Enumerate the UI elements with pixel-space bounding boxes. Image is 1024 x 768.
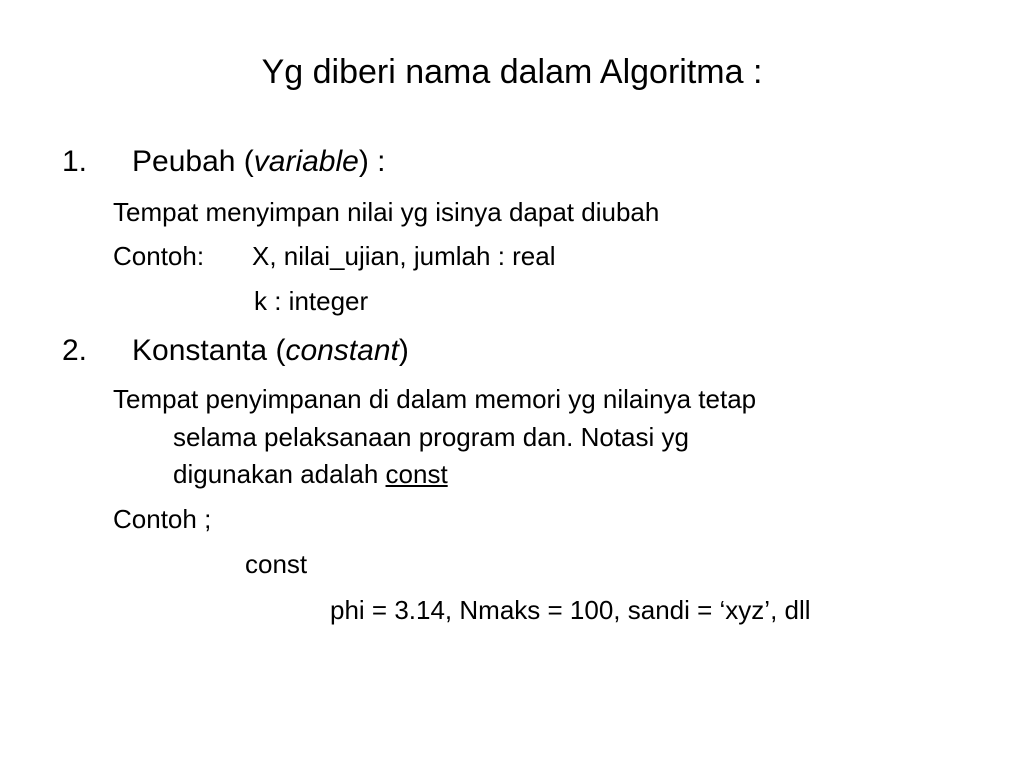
item2-description-line1: Tempat penyimpanan di dalam memori yg nilainya tetap	[113, 384, 757, 414]
item2-heading-italic: constant	[285, 334, 399, 367]
item1-heading-post: ) :	[358, 145, 386, 178]
item1-heading-italic: variable	[253, 145, 359, 178]
item1-number: 1.	[62, 145, 88, 178]
item2-code-line: phi = 3.14, Nmaks = 100, sandi = ‘xyz’, dll	[330, 595, 811, 625]
item1-example-label: Contoh:	[113, 241, 205, 271]
item2-description-line3-text: digunakan adalah	[173, 459, 386, 489]
item1-heading	[132, 144, 386, 180]
item2-heading-post: )	[398, 334, 409, 367]
item1-example-line1: X, nilai_ujian, jumlah : real	[252, 241, 556, 271]
item2-description-line2: selama pelaksanaan program dan. Notasi yg	[173, 422, 689, 452]
const-keyword-underlined: const	[385, 459, 448, 489]
item2-number: 2.	[62, 334, 88, 367]
item2-code-keyword: const	[245, 549, 308, 579]
item2-example-label: Contoh ;	[113, 504, 212, 534]
item1-heading-pre: Peubah (	[132, 145, 254, 178]
item2-description-line3	[173, 458, 448, 490]
item1-description: Tempat menyimpan nilai yg isinya dapat diubah	[113, 197, 660, 227]
item2-heading	[132, 333, 409, 369]
slide-title: Yg diberi nama dalam Algoritma :	[261, 53, 763, 91]
item1-example-line2: k : integer	[254, 286, 369, 316]
item2-heading-pre: Konstanta (	[132, 334, 286, 367]
